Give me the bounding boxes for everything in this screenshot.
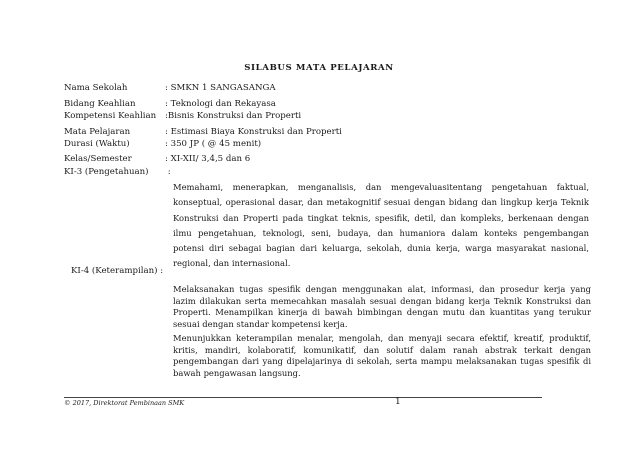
field-value: : 350 JP ( @ 45 menit) xyxy=(165,139,262,149)
footer-rule xyxy=(64,397,542,398)
field-value: : SMKN 1 SANGASANGA xyxy=(165,83,276,93)
field-ki4 xyxy=(71,266,163,276)
document-title: SILABUS MATA PELAJARAN xyxy=(244,63,394,73)
field-label: KI-4 (Keterampilan) xyxy=(71,266,158,276)
field-kompetensi-keahlian xyxy=(64,111,301,121)
footer-copyright: © 2017, Direktorat Pembinaan SMK xyxy=(64,399,185,407)
field-value: : Teknologi dan Rekayasa xyxy=(165,99,276,109)
ki3-paragraph: Memahami, menerapkan, menganalisis, dan mengevaluasitentang pengetahuan faktual, konseptual, operasional dasar, dan metakognitif sesuai dengan bidang dan lingkup kerja Teknik Konstruksi dan Properti pada tingkat teknis, spesifik, detil, dan kompleks, berkenaan dengan ilmu pengetahuan, teknologi, seni, budaya, dan humaniora dalam konteks pengembangan potensi diri sebagai bagian dari keluarga, sekolah, dunia kerja, warga masyarakat nasional, regional, dan internasional. xyxy=(173,182,589,269)
field-value: :Bisnis Konstruksi dan Properti xyxy=(165,111,302,121)
field-label: Durasi (Waktu) xyxy=(64,139,130,149)
field-ki3 xyxy=(64,167,171,177)
ki4-paragraph-2: Menunjukkan keterampilan menalar, mengolah, dan menyaji secara efektif, kreatif, produktif, kritis, mandiri, kolaboratif, komunikatif, dan solutif dalam ranah abstrak terkait dengan pengembangan dari yang dipelajarinya di sekolah, serta mampu melaksanakan tugas spesifik di bawah pengawasan langsung. xyxy=(173,333,591,378)
field-label: Nama Sekolah xyxy=(64,83,128,93)
ki4-paragraph-1: Melaksanakan tugas spesifik dengan menggunakan alat, informasi, dan prosedur kerja yang lazim dilakukan serta memecahkan masalah sesuai dengan bidang kerja Teknik Konstruksi dan Properti. Menampilkan kinerja di bawah bimbingan dengan mutu dan kuantitas yang terukur sesuai dengan standar kompetensi kerja. xyxy=(173,284,591,329)
field-label: Bidang Keahlian xyxy=(64,99,136,109)
field-value: : XI-XII/ 3,4,5 dan 6 xyxy=(165,154,251,164)
field-label: Mata Pelajaran xyxy=(64,127,131,137)
field-kelas-semester xyxy=(64,154,250,164)
field-mata-pelajaran xyxy=(64,127,342,137)
field-durasi xyxy=(64,139,261,149)
field-value: : xyxy=(165,167,171,177)
field-value: : xyxy=(160,266,164,276)
field-label: Kompetensi Keahlian xyxy=(64,111,157,121)
field-label: KI-3 (Pengetahuan) xyxy=(64,167,149,177)
page-number: 1 xyxy=(395,397,401,407)
field-value: : Estimasi Biaya Konstruksi dan Properti xyxy=(165,127,342,137)
field-bidang-keahlian xyxy=(64,99,276,109)
field-nama-sekolah xyxy=(64,83,276,93)
field-label: Kelas/Semester xyxy=(64,154,132,164)
